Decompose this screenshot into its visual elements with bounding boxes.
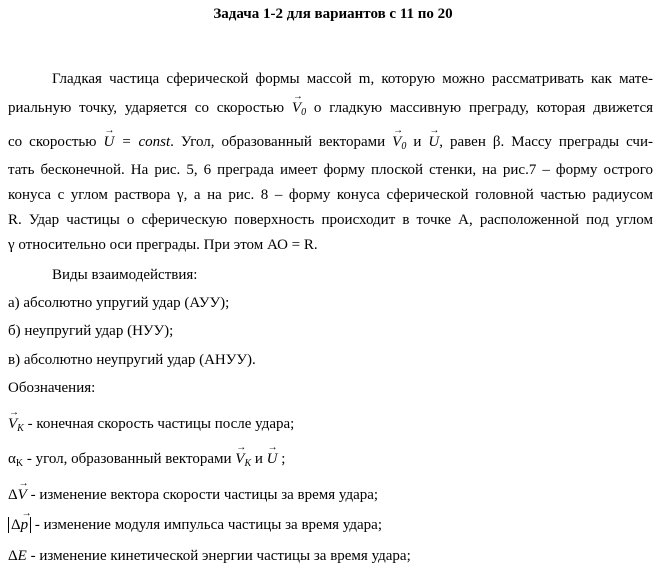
notation-dv: Δ→ V - изменение вектора скорости частицы за время удара; — [8, 485, 378, 505]
para-line-4: тать бесконечной. На рис. 5, 6 преграда имеет форму плоской стенки, на рис.7 – форму острого — [8, 162, 653, 178]
para-line-3: со скоростью → U = const. Угол, образованный векторами → $V_0$ и → U, равен β. Массу преграды счи- — [8, 132, 653, 157]
notation-heading: Обозначения: — [8, 380, 96, 396]
vector-vk-2: → $V_K$ — [235, 449, 251, 474]
para-line-2: риальную точку, ударяется со скоростью → $V_0$ о гладкую массивную преграду, которая движется — [8, 98, 653, 123]
notation-dp: Δ→ p - изменение модуля импульса частицы за время удара; — [8, 515, 382, 535]
type-b: б) неупругий удар (НУУ); — [8, 323, 174, 339]
type-a: а) абсолютно упругий удар (АУУ); — [8, 295, 230, 311]
type-c: в) абсолютно неупругий удар (АНУУ). — [8, 352, 256, 368]
para-line-7: γ относительно оси преграды. При этом АО = R. — [8, 237, 318, 253]
para-line-1: Гладкая частица сферической формы массой m, которую можно рассматривать как мате- — [52, 71, 653, 87]
abs-delta-p: Δ→ p — [8, 517, 31, 533]
vector-u-3: → U — [267, 449, 278, 469]
vector-v0-2: → $V_0$ — [392, 132, 406, 157]
notation-alpha: $\alpha_K$ - угол, образованный векторами → $V_K$ и → U ; — [8, 449, 285, 474]
types-heading: Виды взаимодействия: — [52, 267, 198, 283]
para-line-5: конуса с углом раствора γ, а на рис. 8 – форму конуса сферической головной частью радиусом — [8, 187, 653, 203]
vector-v0: → $V_0$ — [292, 98, 306, 123]
notation-vk: → $V_K$ - конечная скорость частицы после удара; — [8, 414, 294, 439]
vector-u: → U — [104, 132, 115, 152]
vector-v-delta: → V — [18, 485, 27, 505]
notation-de: ΔE - изменение кинетической энергии частицы за время удара; — [8, 548, 411, 564]
vector-vk: → $V_K$ — [8, 414, 24, 439]
page-title: Задача 1-2 для вариантов с 11 по 20 — [213, 6, 453, 22]
para-line-6: R. Удар частицы о сферическую поверхность происходит в точке А, расположенной под углом — [8, 212, 653, 228]
vector-u-2: → U — [428, 132, 439, 152]
